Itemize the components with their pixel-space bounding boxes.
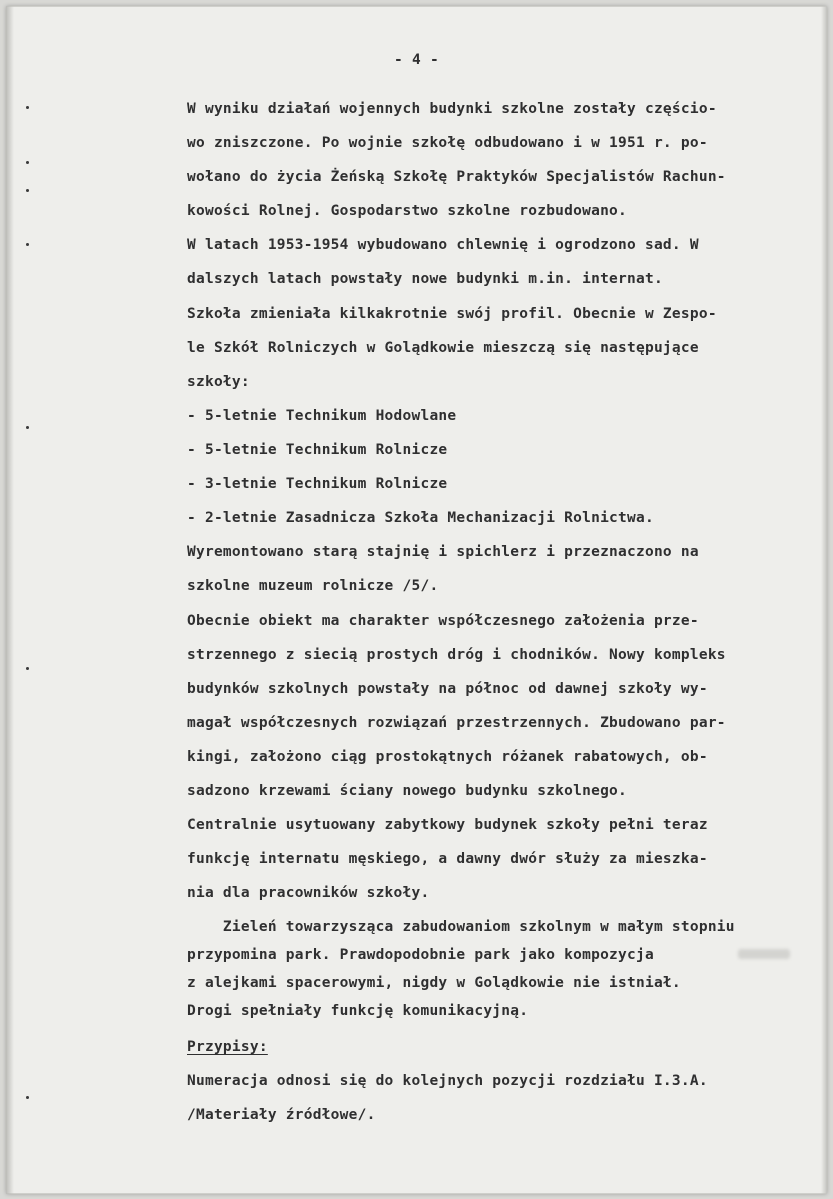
text-line: magał współczesnych rozwiązań przestrzennych. Zbudowano par- xyxy=(187,715,726,731)
margin-mark xyxy=(26,243,29,246)
footnote-line: Numeracja odnosi się do kolejnych pozycji rozdziału I.3.A. xyxy=(187,1073,708,1089)
text-line: przypomina park. Prawdopodobnie park jako kompozycja xyxy=(187,947,654,963)
erasure-smudge xyxy=(738,949,790,959)
text-line: wołano do życia Żeńską Szkołę Praktyków Specjalistów Rachun- xyxy=(187,169,726,185)
list-item: - 3-letnie Technikum Rolnicze xyxy=(187,476,448,492)
footnote-heading: Przypisy: xyxy=(187,1039,268,1055)
margin-mark xyxy=(26,161,29,164)
text-line: dalszych latach powstały nowe budynki m.in. internat. xyxy=(187,271,663,287)
text-line: kingi, założono ciąg prostokątnych różanek rabatowych, ob- xyxy=(187,749,708,765)
text-line: funkcję internatu męskiego, a dawny dwór służy za mieszka- xyxy=(187,851,708,867)
text-line: kowości Rolnej. Gospodarstwo szkolne rozbudowano. xyxy=(187,203,628,219)
text-line: strzennego z siecią prostych dróg i chodników. Nowy kompleks xyxy=(187,647,726,663)
list-item: - 2-letnie Zasadnicza Szkoła Mechanizacji Rolnictwa. xyxy=(187,510,654,526)
text-line: Wyremontowano starą stajnię i spichlerz i przeznaczono na xyxy=(187,544,699,560)
margin-mark xyxy=(26,426,29,429)
margin-mark xyxy=(26,189,29,192)
document-page xyxy=(6,6,827,1194)
text-line: szkoły: xyxy=(187,374,250,390)
text-line: szkolne muzeum rolnicze /5/. xyxy=(187,578,439,594)
page-number: - 4 - xyxy=(394,52,439,68)
text-line: Drogi spełniały funkcję komunikacyjną. xyxy=(187,1003,529,1019)
page-right-edge-shadow xyxy=(821,6,827,1194)
text-line: Zieleń towarzysząca zabudowaniom szkolnym w małym stopniu xyxy=(187,919,735,935)
text-line: W latach 1953-1954 wybudowano chlewnię i ogrodzono sad. W xyxy=(187,237,699,253)
text-line: W wyniku działań wojennych budynki szkolne zostały częścio- xyxy=(187,101,717,117)
margin-mark xyxy=(26,1096,29,1099)
text-line: Szkoła zmieniała kilkakrotnie swój profil. Obecnie w Zespo- xyxy=(187,306,717,322)
text-line: z alejkami spacerowymi, nigdy w Golądkowie nie istniał. xyxy=(187,975,681,991)
text-line: budynków szkolnych powstały na północ od dawnej szkoły wy- xyxy=(187,681,708,697)
text-line: Centralnie usytuowany zabytkowy budynek szkoły pełni teraz xyxy=(187,817,708,833)
list-item: - 5-letnie Technikum Hodowlane xyxy=(187,408,457,424)
page-left-edge-shadow xyxy=(6,6,14,1194)
list-item: - 5-letnie Technikum Rolnicze xyxy=(187,442,448,458)
margin-mark xyxy=(26,106,29,109)
text-line: nia dla pracowników szkoły. xyxy=(187,885,430,901)
text-line: Obecnie obiekt ma charakter współczesnego założenia prze- xyxy=(187,613,699,629)
text-line: sadzono krzewami ściany nowego budynku szkolnego. xyxy=(187,783,628,799)
footnote-line: /Materiały źródłowe/. xyxy=(187,1107,376,1123)
text-line: wo zniszczone. Po wojnie szkołę odbudowano i w 1951 r. po- xyxy=(187,135,708,151)
margin-mark xyxy=(26,667,29,670)
text-line: le Szkół Rolniczych w Golądkowie mieszczą się następujące xyxy=(187,340,699,356)
